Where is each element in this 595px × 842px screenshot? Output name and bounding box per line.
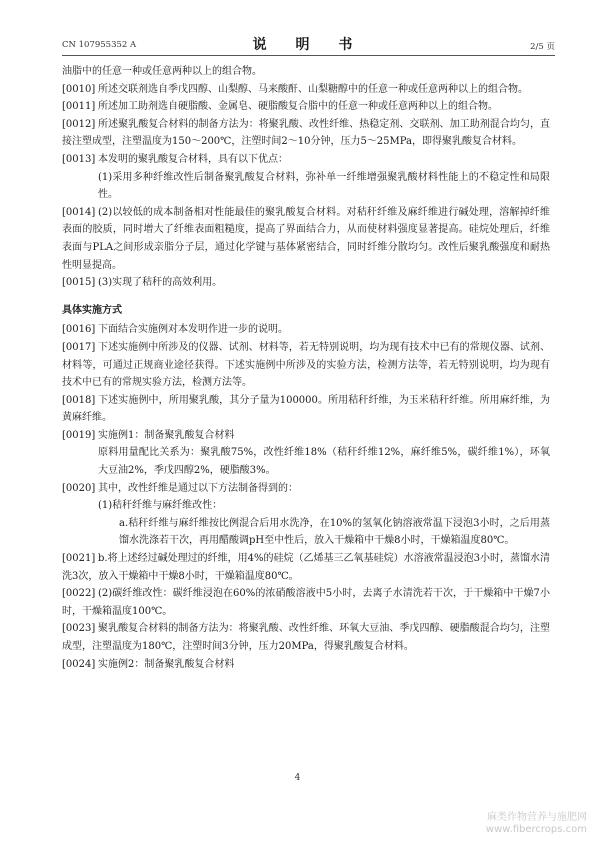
paragraph-text: b.将上述经过碱处理过的纤维，用4%的硅烷（乙烯基三乙氧基硅烷）水溶液常温浸泡3小时，蒸馏水清洗3次，放入干燥箱中干燥8小时，干燥箱温度80℃。: [62, 553, 550, 582]
paragraph-text: 实施例2：制备聚乳酸复合材料: [98, 658, 235, 670]
paragraph: [62, 497, 550, 515]
paragraph-text: 下面结合实施例对本发明作进一步的说明。: [98, 324, 288, 336]
watermark-line: 麻类作物营养与施肥网 www.fibercrops.com: [485, 812, 587, 835]
paragraph-text: (2)碳纤维改性：碳纤维浸泡在60%的浓硝酸溶液中5小时，去离子水清洗若干次，于干燥箱中干燥7小时，干燥箱温度100℃。: [62, 588, 550, 617]
paragraph: [62, 550, 550, 585]
paragraph-text: 聚乳酸复合材料的制备方法为：将聚乳酸、改性纤维、环氧大豆油、季戊四醇、硬脂酸混合均匀，注塑成型，注塑温度为180℃，注塑时间3分钟，压力20MPa，得聚乳酸复合材料。: [62, 623, 550, 652]
paragraph-text: 原料用量配比关系为：聚乳酸75%，改性纤维18%（秸秆纤维12%，麻纤维5%，碳纤维1%），环氧大豆油2%，季戊四醇2%，硬脂酸3%。: [98, 447, 550, 477]
document-title: 说 明 书: [252, 37, 365, 53]
paragraph-text: 下述实施例中所涉及的仪器、试剂、材料等，若无特别说明，均为现有技术中已有的常规仪器、试剂、材料等，可通过正规商业途径获得。下述实施例中所涉及的实验方法，检测方法等，若无特别说明，均为现有技术中已有的常规实验方法，检测方法等。: [62, 341, 550, 389]
paragraph-number: [0018]: [62, 394, 96, 406]
paragraph-number: [0023]: [62, 623, 96, 635]
page-indicator: 2/5 页: [530, 42, 555, 52]
paragraph: [62, 444, 550, 479]
paragraph-text: 油脂中的任意一种或任意两种以上的组合物。: [62, 66, 262, 77]
page-number: 4: [294, 773, 301, 783]
paragraph: [62, 392, 550, 427]
paragraph-block-1: [62, 63, 550, 292]
paragraph-text: 所述加工助剂选自硬脂酸、金属皂、硬脂酸复合脂中的任意一种或任意两种以上的组合物。: [98, 101, 498, 113]
paragraph-number: [0022]: [62, 588, 96, 600]
paragraph-text: (1)采用多种纤维改性后制备聚乳酸复合材料，弥补单一纤维增强聚乳酸材料性能上的不稳定性和局限性。: [98, 171, 550, 201]
paragraph-text: 其中，改性纤维是通过以下方法制备得到的：: [98, 482, 298, 494]
paragraph-number: [0021]: [62, 553, 96, 565]
paragraph-text: (1)秸秆纤维与麻纤维改性：: [98, 500, 223, 512]
paragraph-text: a.秸秆纤维与麻纤维按比例混合后用水洗净，在10%的氢氧化钠溶液常温下浸泡3小时，之后用蒸馏水洗涤若干次，再用醋酸调pH至中性后，放入干燥箱中干燥8小时，干燥箱温度80℃。: [119, 517, 550, 547]
paragraph-number: [0017]: [62, 341, 96, 353]
paragraph-number: [0024]: [62, 658, 96, 670]
paragraph-number: [0020]: [62, 482, 96, 494]
paragraph-text: 实施例1：制备聚乳酸复合材料: [98, 429, 235, 441]
paragraph: [62, 151, 550, 169]
paragraph: [62, 321, 550, 339]
paragraph: [62, 116, 550, 151]
paragraph: [62, 480, 550, 498]
paragraph-number: [0010]: [62, 83, 96, 95]
paragraph: [62, 81, 550, 99]
paragraph-number: [0013]: [62, 153, 96, 165]
paragraph-number: [0019]: [62, 429, 96, 441]
paragraph: [62, 620, 550, 655]
site-watermark: [486, 812, 587, 836]
paragraph-number: [0015]: [62, 277, 96, 289]
paragraph-text: (2)以较低的成本制备相对性能最佳的聚乳酸复合材料。对秸秆纤维及麻纤维进行碱处理，溶解掉纤维表面的胶质，同时增大了纤维表面粗糙度，提高了界面结合力，从而使材料强度显著提高。硅烷处理后，纤维表面与PLA之间形成亲脂分子层，通过化学键与基体紧密结合，同时纤维分散均匀。改性后聚乳酸强度和耐热性明显提高。: [62, 206, 550, 271]
paragraph-number: [0011]: [62, 101, 96, 113]
paragraph: [62, 204, 550, 274]
paragraph-number: [0012]: [62, 118, 96, 130]
patent-number: CN 107955352 A: [62, 40, 137, 50]
paragraph-text: 所述聚乳酸复合材料的制备方法为：将聚乳酸、改性纤维、热稳定剂、交联剂、加工助剂混合均匀，直接注塑成型，注塑温度为150～200℃，注塑时间2～10分钟，压力5～25MPa，即得聚乳酸复合材料。: [62, 118, 550, 148]
paragraph: [62, 656, 550, 674]
page-header: [62, 34, 555, 56]
section-title: 具体实施方式: [62, 304, 122, 316]
paragraph: [62, 169, 550, 204]
header-rule: [62, 55, 555, 56]
paragraph-text: (3)实现了秸秆的高效利用。: [98, 277, 223, 289]
paragraph-text: 下述实施例中，所用聚乳酸，其分子量为100000。所用秸秆纤维，为玉米秸秆纤维。所用麻纤维，为黄麻纤维。: [62, 394, 550, 424]
paragraph: [62, 427, 550, 445]
paragraph: [62, 339, 550, 392]
document-body: [62, 63, 550, 673]
paragraph-block-2: [62, 321, 550, 673]
paragraph: [62, 274, 550, 292]
paragraph-number: [0014]: [62, 206, 96, 218]
paragraph: [62, 515, 550, 550]
paragraph-text: 本发明的聚乳酸复合材料，具有以下优点：: [98, 153, 288, 165]
paragraph: [62, 585, 550, 620]
paragraph: [62, 98, 550, 116]
paragraph-text: 所述交联剂选自季戊四醇、山梨醇、马来酸酐、山梨糖醇中的任意一种或任意两种以上的组合物。: [98, 83, 528, 95]
paragraph: [62, 63, 550, 81]
paragraph-number: [0016]: [62, 324, 96, 336]
